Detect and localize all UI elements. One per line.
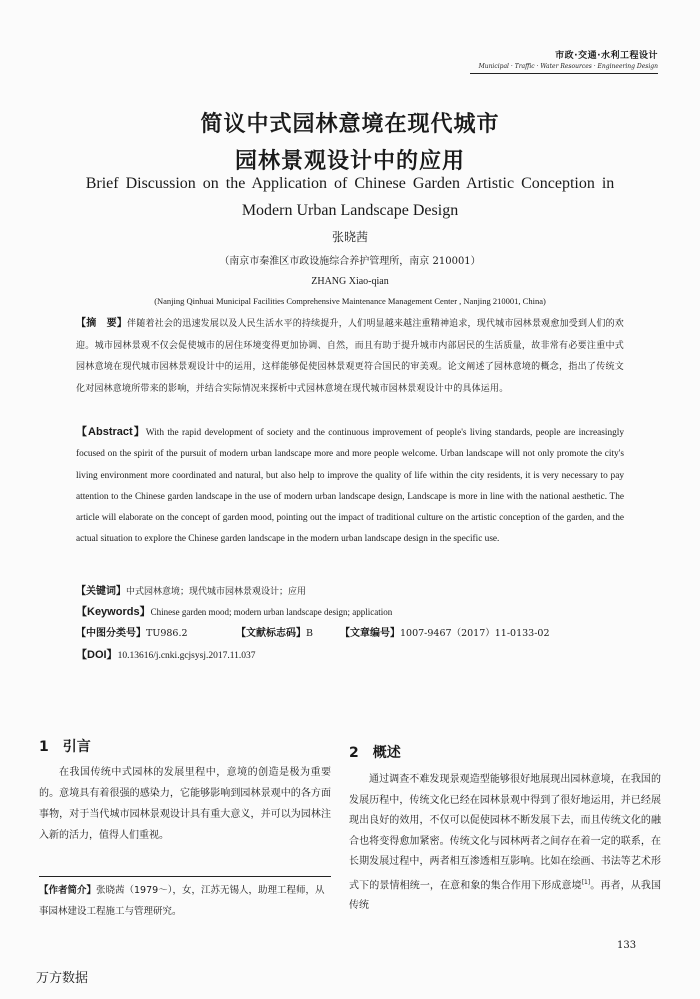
clc-label: 【中图分类号】: [76, 628, 146, 639]
keywords-cn-label: 【关键词】: [76, 586, 126, 597]
doc-code-cell: [236, 624, 340, 639]
clc-cell: [76, 624, 236, 639]
journal-name-en: Municipal · Traffic · Water Resources · Engineering Design: [478, 63, 658, 70]
doi-line: [76, 646, 255, 662]
doi-label: 【DOI】: [76, 649, 118, 661]
section1-heading: 1 引言: [39, 739, 91, 755]
author-name-cn: 张晓茜: [331, 230, 368, 244]
article-no-cell: [340, 624, 550, 639]
abstract-en-text: With the rapid development of society and the continuous improvement of people's living standards, people are increasingly focused on the spirit of the pursuit of modern urban landscape more and more people welcome. Urban landscape will not only promote the city's living environment more coordinated and natural, but also help to improve the quality of life within the city residents, it is very necessary to pay attention to the Chinese garden landscape in the use of modern urban landscape design, Landscape is more in line with the national aesthetic. The article will elaborate on the concept of garden mood, pointing out the impact of traditional culture on the artistic conception of the garden, and the actual situation to explore the Chinese garden landscape in the modern urban landscape design in the specific use.: [76, 428, 624, 545]
title-en-line1: Brief Discussion on the Application of Chinese Garden Artistic Conception in: [85, 175, 615, 192]
keywords-en-label: 【Keywords】: [76, 606, 151, 618]
abstract-cn-label: 【摘 要】: [76, 318, 128, 329]
article-no-value: 1007-9467（2017）11-0133-02: [400, 628, 550, 639]
author-note: [39, 880, 331, 922]
footnote-rule: [39, 876, 331, 877]
section2-body: [349, 770, 661, 917]
abstract-en: [76, 422, 624, 551]
author-note-label: 【作者简介】: [39, 885, 97, 896]
section2-text-after: 。再者，从我国传统: [349, 879, 662, 912]
article-no-label: 【文章编号】: [340, 628, 400, 639]
doc-code-label: 【文献标志码】: [236, 628, 306, 639]
page-number: 133: [617, 940, 637, 951]
author-name-en: ZHANG Xiao-qian: [311, 276, 389, 287]
abstract-cn-text: 伴随着社会的迅速发展以及人民生活水平的持续提升，人们明显越来越注重精神追求，现代城市园林景观愈加受到人们的欢迎。城市园林景观不仅会促使城市的居住环境变得更加协调、自然，而且有助于提升城市内部居民的生活质量，故非常有必要注重中式园林意境在现代城市园林景观设计中的运用，这样能够促使园林景观更符合国民的审美观。论文阐述了园林意境的概念，指出了传统文化对园林意境所带来的影响，并结合实际情况来探析中式园林意境在现代城市园林景观设计中的具体运用。: [76, 319, 625, 394]
title-cn-line2: 园林景观设计中的应用: [234, 149, 465, 174]
section2-heading: 2 概述: [349, 745, 401, 761]
classification-row: [76, 624, 624, 639]
keywords-en-text: Chinese garden mood; modern urban landscape design; application: [150, 607, 393, 617]
abstract-cn: [76, 313, 624, 400]
keywords-en: [76, 603, 392, 619]
affiliation-en: (Nanjing Qinhuai Municipal Facilities Comprehensive Maintenance Management Center , Nanjing 210001, China): [154, 296, 546, 306]
title-cn-line1: 简议中式园林意境在现代城市: [200, 112, 500, 137]
doi-value: 10.13616/j.cnki.gcjsysj.2017.11.037: [117, 651, 256, 661]
keywords-cn: [76, 582, 306, 597]
abstract-en-label: 【Abstract】: [76, 426, 146, 438]
clc-value: TU986.2: [146, 628, 188, 639]
affiliation-cn: （南京市秦淮区市政设施综合养护管理所，南京 210001）: [219, 256, 481, 267]
doc-code-value: B: [306, 628, 313, 639]
journal-name-cn: 市政·交通·水利工程设计: [555, 51, 658, 61]
journal-header: [479, 48, 658, 70]
header-rule: [470, 73, 658, 74]
section1-body: 在我国传统中式园林的发展里程中，意境的创造是极为重要的。意境具有着很强的感染力，它能够影响到园林景观中的各方面事物，对于当代城市园林景观设计具有重大意义，并可以为园林注入新的活力，值得人们重视。: [39, 767, 331, 841]
author-note-text: 张晓茜（1979～），女，江苏无锡人，助理工程师，从事园林建设工程施工与管理研究。: [39, 885, 325, 917]
citation-ref: [1]: [581, 878, 591, 886]
keywords-cn-text: 中式园林意境；现代城市园林景观设计；应用: [126, 587, 307, 597]
title-en-line2: Modern Urban Landscape Design: [241, 202, 459, 219]
section2-text: 通过调查不难发现景观造型能够很好地展现出园林意境，在我国的发展历程中，传统文化已经在园林景观中得到了很好地运用，并已经展现出良好的效用，不仅可以促使园林不断发展下去，而且传统文化的融合也将变得愈加紧密。传统文化与园林两者之间存在着一定的联系，在长期发展过程中，两者相互渗透相互影响。比如在绘画、书法等艺术形式下的景情相统一，在意和象的集合作用下形成意境: [349, 774, 661, 891]
watermark-text: 万方数据: [36, 971, 89, 986]
